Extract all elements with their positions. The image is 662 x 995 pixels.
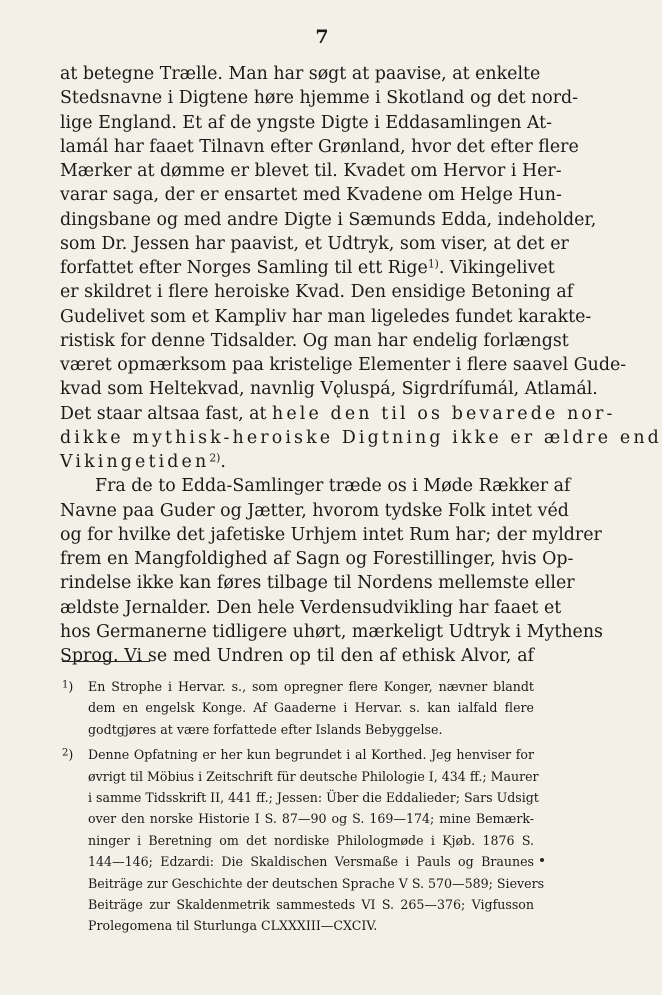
footnote-line: øvrigt til Möbius i Zeitschrift für deutsche Philologie I, 434 ff.; Maurer: [88, 768, 539, 784]
footnote-line: En Strophe i Hervar. s., som opregner flere Konger, nævner blandt: [88, 679, 534, 694]
text-line: kvad som Heltekvad, navnlig Vǫluspá, Sigrdrífumál, Atlamál.: [60, 379, 598, 400]
text-line: [60, 256, 555, 280]
footnote-ref-2: 2): [209, 451, 221, 465]
footnote-line: Denne Opfatning er her kun begrundet i al Korthed. Jeg henviser for: [88, 747, 534, 763]
footnote-paren: ): [68, 679, 74, 694]
footnote-line: Beiträge zur Skaldenmetrik sammesteds VI S. 265—376; Vigfusson: [88, 897, 534, 913]
text-line: frem en Mangfoldighed af Sagn og Forestillinger, hvis Op-: [60, 549, 574, 569]
text-line: Stedsnavne i Digtene høre hjemme i Skotland og det nord-: [60, 88, 579, 109]
footnote-line: i samme Tidsskrift II, 441 ff.; Jessen: Über die Eddalieder; Sars Udsigt: [88, 790, 539, 806]
footnote-paren: ): [68, 747, 74, 763]
text-line: som Dr. Jessen har paavist, et Udtryk, som viser, at det er: [60, 233, 569, 254]
text-line: [60, 450, 534, 474]
footnote-line: 144—146; Edzardi: Die Skaldischen Versmaße i Pauls og Braunes: [88, 854, 534, 870]
page-number: 7: [315, 26, 329, 48]
footnote-2: [62, 744, 545, 937]
text-line: Sprog. Vi se med Undren op til den af ethisk Alvor, af: [60, 646, 534, 666]
text-segment: . Vikingelivet: [438, 258, 555, 278]
text-line: ældste Jernalder. Den hele Verdensudvikling har faaet et: [60, 597, 562, 618]
footnote-line: dem en engelsk Konge. Af Gaaderne i Hervar. s. kan ialfald flere: [88, 700, 534, 716]
text-segment: forfattet efter Norges Samling til ett Rige: [60, 258, 428, 278]
footnote-number: 2: [62, 747, 69, 759]
text-line: at betegne Trælle. Man har søgt at paavise, at enkelte: [60, 64, 541, 84]
main-text: [60, 62, 662, 668]
text-line: lamál har faaet Tilnavn efter Grønland, hvor det efter flere: [60, 136, 579, 157]
text-line-spaced: dikke mythisk-heroiske Digtning ikke er ældre end: [60, 427, 662, 448]
footnote-marker: [62, 676, 73, 697]
text-segment: .: [220, 452, 226, 472]
footnote-1: [62, 676, 534, 740]
text-line: Navne paa Guder og Jætter, hvorom tydske Folk intet véd: [60, 500, 569, 521]
footnote-marker: [62, 744, 73, 765]
text-line: varar saga, der er ensartet med Kvadene om Helge Hun-: [60, 185, 562, 206]
text-line: Mærker at dømme er blevet til. Kvadet om Hervor i Her-: [60, 161, 562, 181]
footnote-line: Beiträge zur Geschichte der deutschen Sprache V S. 570—589; Sievers: [88, 875, 545, 891]
text-line: og for hvilke det jafetiske Urhjem intet Rum har; der myldrer: [60, 524, 602, 545]
text-line: [60, 402, 616, 426]
footnote-line: ninger i Beretning om det nordiske Philologmøde i Kjøb. 1876 S.: [88, 832, 534, 848]
text-segment: Det staar altsaa fast, at: [60, 403, 267, 424]
footnote-divider: [62, 661, 150, 662]
footnote-number: 1: [62, 679, 69, 691]
text-line: Gudelivet som et Kampliv har man ligeledes fundet karakte-: [60, 306, 592, 327]
footnote-line: Prolegomena til Sturlunga CLXXXIII—CXCIV.: [88, 918, 378, 934]
text-line: Fra de to Edda-Samlinger træde os i Møde Rækker af: [95, 476, 571, 497]
text-line: lige England. Et af de yngste Digte i Eddasamlingen At-: [60, 112, 553, 133]
text-line: rindelse ikke kan føres tilbage til Nordens mellemste eller: [60, 573, 575, 594]
spaced-emphasis: hele den til os bevarede nor-: [272, 403, 616, 424]
footnote-line: godtgjøres at være forfattede efter Islands Bebyggelse.: [88, 721, 443, 737]
footnote-ref-1: 1): [427, 257, 439, 271]
text-line: hos Germanerne tidligere uhørt, mærkeligt Udtryk i Mythens: [60, 621, 603, 642]
ink-speck: [540, 858, 544, 862]
text-line: er skildret i flere heroiske Kvad. Den ensidige Betoning af: [60, 282, 574, 303]
text-line: ristisk for denne Tidsalder. Og man har endelig forlængst: [60, 330, 569, 351]
text-line: været opmærksom paa kristelige Elementer i flere saavel Gude-: [60, 355, 627, 375]
footnotes: [62, 676, 545, 941]
text-line: dingsbane og med andre Digte i Sæmunds Edda, indeholder,: [60, 209, 597, 230]
footnote-line: over den norske Historie I S. 87—90 og S. 169—174; mine Bemærk-: [88, 811, 534, 827]
spaced-emphasis: Vikingetiden: [60, 452, 210, 472]
